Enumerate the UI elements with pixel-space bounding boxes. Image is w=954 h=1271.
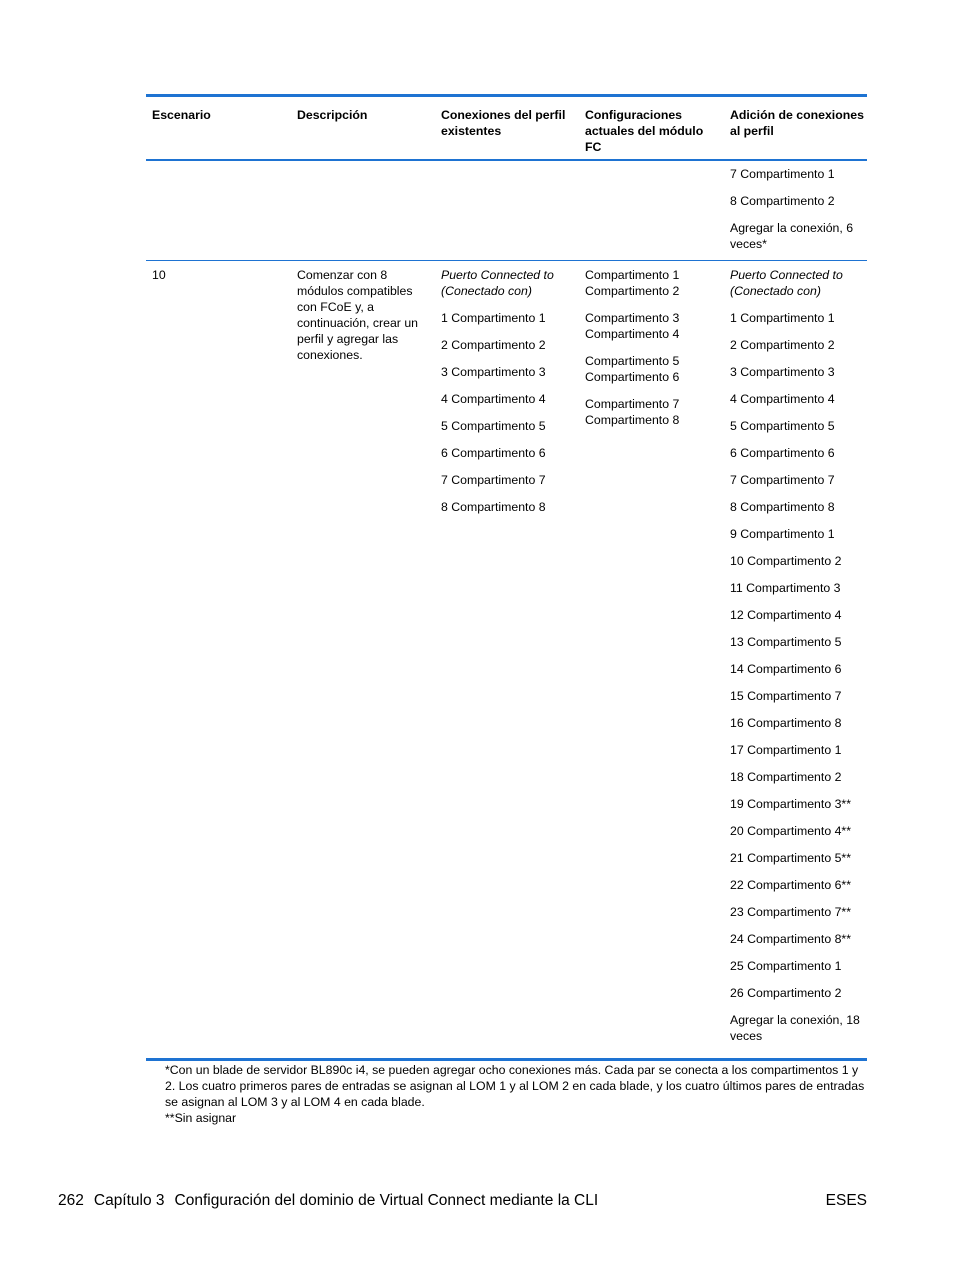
list-item: 6 Compartimento 6	[441, 446, 546, 460]
list-item: 15 Compartimento 7	[730, 689, 842, 703]
list-item: 4 Compartimento 4	[730, 392, 835, 406]
header-configuraciones-fc: Configuraciones actuales del módulo FC	[585, 108, 704, 154]
list-item: 26 Compartimento 2	[730, 986, 842, 1000]
list-item: 19 Compartimento 3**	[730, 797, 851, 811]
table-header-row	[146, 97, 867, 160]
list-item: 9 Compartimento 1	[730, 527, 835, 541]
list-item: 1 Compartimento 1	[730, 311, 835, 325]
added-header: Puerto Connected to (Conectado con)	[730, 268, 843, 298]
list-item: 23 Compartimento 7**	[730, 905, 851, 919]
list-item: 12 Compartimento 4	[730, 608, 842, 622]
list-item: 6 Compartimento 6	[730, 446, 835, 460]
list-item: 3 Compartimento 3	[730, 365, 835, 379]
list-item: 7 Compartimento 1	[730, 167, 835, 181]
existing-header: Puerto Connected to (Conectado con)	[441, 268, 554, 298]
list-item: 4 Compartimento 4	[441, 392, 546, 406]
scenario-cell: 10	[152, 268, 166, 282]
list-item: 5 Compartimento 5	[730, 419, 835, 433]
header-escenario: Escenario	[152, 108, 211, 122]
list-item: 22 Compartimento 6**	[730, 878, 851, 892]
list-item: Compartimento 7 Compartimento 8	[585, 397, 680, 427]
list-item: Agregar la conexión, 6 veces*	[730, 221, 854, 251]
list-item: 18 Compartimento 2	[730, 770, 842, 784]
added-connections-cell	[730, 267, 865, 1055]
data-table	[146, 94, 867, 160]
list-item: 7 Compartimento 7	[730, 473, 835, 487]
list-item: 8 Compartimento 8	[730, 500, 835, 514]
list-item: Compartimento 1 Compartimento 2	[585, 268, 680, 298]
list-item: 17 Compartimento 1	[730, 743, 842, 757]
header-bottom-rule	[146, 159, 867, 161]
list-item: 20 Compartimento 4**	[730, 824, 851, 838]
list-item: Compartimento 5 Compartimento 6	[585, 354, 680, 384]
list-item: 25 Compartimento 1	[730, 959, 842, 973]
table-bottom-rule	[146, 1058, 867, 1061]
footnote-2: **Sin asignar	[165, 1111, 237, 1125]
existing-connections-cell	[441, 267, 581, 526]
page-number: 262	[58, 1192, 84, 1209]
row-separator	[146, 260, 867, 261]
list-item: 2 Compartimento 2	[441, 338, 546, 352]
list-item: 2 Compartimento 2	[730, 338, 835, 352]
list-item: 10 Compartimento 2	[730, 554, 842, 568]
list-item: 7 Compartimento 7	[441, 473, 546, 487]
list-item: 24 Compartimento 8**	[730, 932, 851, 946]
description-cell: Comenzar con 8 módulos compatibles con FCoE y, a continuación, crear un perfil y agregar las conexiones.	[297, 268, 418, 362]
list-item: 1 Compartimento 1	[441, 311, 546, 325]
list-item: 16 Compartimento 8	[730, 716, 842, 730]
continuation-added-cell	[730, 166, 865, 263]
chapter-title: Configuración del dominio de Virtual Connect mediante la CLI	[174, 1192, 599, 1209]
footnote-1: *Con un blade de servidor BL890c i4, se pueden agregar ocho conexiones más. Cada par se conecta a los compartimentos 1 y 2. Los cuatro primeros pares de entradas se asignan al LOM 1 y al LOM 2 en cada blade, y los cuatro últimos pares de entradas se asignan al LOM 3 y al LOM 4 en cada blade.	[165, 1063, 865, 1109]
chapter-label: Capítulo 3	[93, 1192, 165, 1209]
list-item: 13 Compartimento 5	[730, 635, 842, 649]
list-item: 5 Compartimento 5	[441, 419, 546, 433]
list-item: 3 Compartimento 3	[441, 365, 546, 379]
list-item: 8 Compartimento 8	[441, 500, 546, 514]
list-item: 21 Compartimento 5**	[730, 851, 851, 865]
header-adicion-conexiones: Adición de conexiones al perfil	[730, 108, 864, 138]
page-footer	[58, 1191, 867, 1211]
list-item: Agregar la conexión, 18 veces	[730, 1013, 860, 1043]
list-item: 8 Compartimento 2	[730, 194, 835, 208]
locale-code: ESES	[825, 1192, 867, 1209]
footnotes	[165, 1062, 865, 1126]
header-descripcion: Descripción	[297, 108, 368, 122]
list-item: Compartimento 3 Compartimento 4	[585, 311, 680, 341]
fc-config-cell	[585, 267, 695, 439]
list-item: 14 Compartimento 6	[730, 662, 842, 676]
header-conexiones-existentes: Conexiones del perfil existentes	[441, 108, 566, 138]
list-item: 11 Compartimento 3	[730, 581, 841, 595]
